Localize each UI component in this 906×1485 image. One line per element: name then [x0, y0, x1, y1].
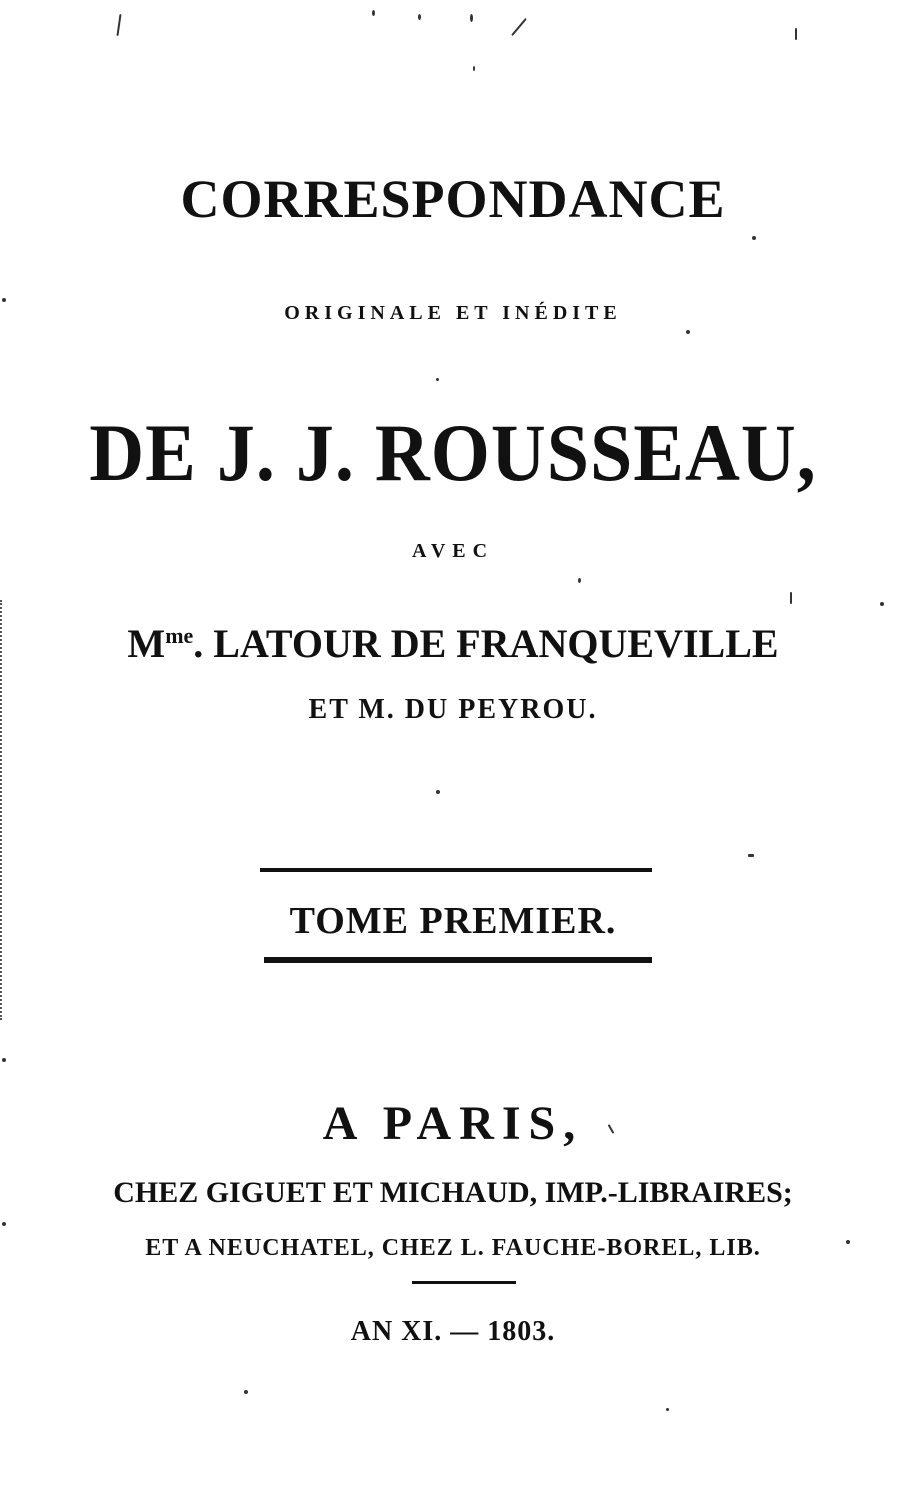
correspondent-name: . LATOUR DE FRANQUEVILLE — [193, 621, 779, 666]
scan-speck — [846, 1240, 850, 1244]
scan-speck — [752, 236, 756, 240]
author-line: DE J. J. ROUSSEAU, — [89, 407, 817, 499]
scan-speck — [116, 14, 121, 36]
correspondent-line-2: ET M. DU PEYROU. — [308, 694, 598, 725]
scan-speck — [2, 1222, 6, 1226]
scan-speck — [748, 854, 754, 857]
scan-speck — [436, 790, 440, 794]
scan-speck — [436, 378, 439, 381]
imprint-publisher-1: CHEZ GIGUET ET MICHAUD, IMP.-LIBRAIRES; — [113, 1176, 793, 1209]
scan-speck — [511, 18, 527, 36]
book-title: CORRESPONDANCE — [180, 169, 726, 229]
imprint-date: AN XI. — 1803. — [350, 1316, 556, 1347]
scan-speck — [372, 10, 375, 16]
scan-edge-noise — [0, 600, 8, 1020]
book-subtitle: ORIGINALE ET INÉDITE — [284, 302, 622, 324]
correspondent-line-1 — [0, 621, 906, 666]
scan-speck — [795, 28, 797, 40]
volume-rule-top — [260, 868, 652, 872]
scan-speck — [666, 1408, 669, 1411]
imprint-publisher-2: ET A NEUCHATEL, CHEZ L. FAUCHE-BOREL, LIB. — [145, 1235, 761, 1261]
scan-speck — [790, 592, 792, 604]
scan-speck — [880, 602, 884, 606]
scan-speck — [244, 1390, 248, 1394]
scan-speck — [470, 14, 473, 22]
correspondent-prefix: M — [127, 621, 166, 666]
scan-speck — [686, 330, 690, 334]
scan-speck — [2, 1058, 6, 1062]
connector-word: AVEC — [411, 540, 495, 562]
scan-speck — [578, 578, 581, 583]
imprint-rule — [412, 1281, 516, 1284]
volume-rule-bottom — [264, 957, 652, 963]
imprint-city: A PARIS, — [322, 1097, 584, 1150]
scan-speck — [418, 14, 421, 20]
scan-speck — [2, 298, 6, 302]
volume-label: TOME PREMIER. — [289, 900, 617, 942]
scan-speck — [473, 66, 475, 71]
correspondent-prefix-sup: me — [165, 623, 194, 648]
